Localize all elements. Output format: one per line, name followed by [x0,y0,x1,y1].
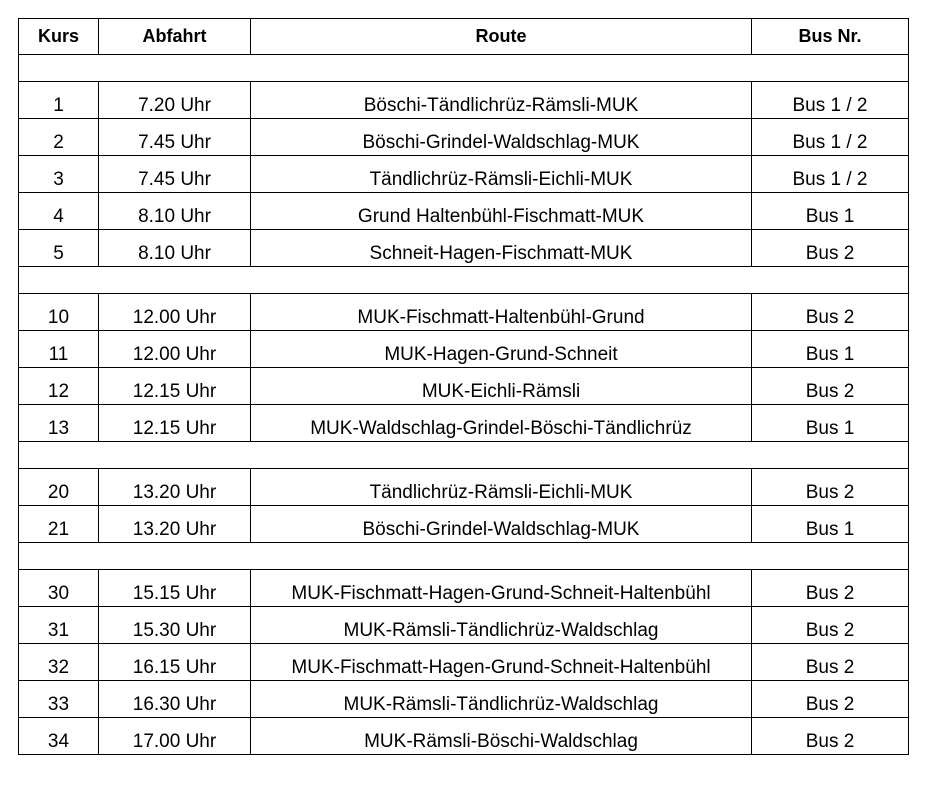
cell-abfahrt: 12.15 Uhr [99,368,251,405]
cell-bus: Bus 2 [752,570,909,607]
table-row [19,294,909,331]
cell-bus: Bus 2 [752,294,909,331]
cell-route: Grund Haltenbühl-Fischmatt-MUK [251,193,752,230]
cell-kurs: 1 [19,82,99,119]
header-route: Route [251,19,752,55]
cell-kurs: 11 [19,331,99,368]
cell-route: MUK-Waldschlag-Grindel-Böschi-Tändlichrüz [251,405,752,442]
cell-abfahrt: 16.30 Uhr [99,681,251,718]
cell-route: MUK-Fischmatt-Hagen-Grund-Schneit-Haltenbühl [251,644,752,681]
cell-kurs: 33 [19,681,99,718]
cell-route: Tändlichrüz-Rämsli-Eichli-MUK [251,469,752,506]
cell-abfahrt: 15.15 Uhr [99,570,251,607]
header-bus: Bus Nr. [752,19,909,55]
cell-bus: Bus 2 [752,681,909,718]
cell-kurs: 32 [19,644,99,681]
cell-abfahrt: 7.45 Uhr [99,156,251,193]
table-row [19,718,909,755]
group-separator-cell [19,543,909,570]
group-separator-row [19,55,909,82]
cell-bus: Bus 2 [752,644,909,681]
cell-bus: Bus 2 [752,469,909,506]
cell-kurs: 12 [19,368,99,405]
cell-route: MUK-Rämsli-Tändlichrüz-Waldschlag [251,607,752,644]
table-row [19,193,909,230]
table-row [19,368,909,405]
header-kurs: Kurs [19,19,99,55]
cell-abfahrt: 13.20 Uhr [99,469,251,506]
schedule-body [19,55,909,755]
cell-kurs: 13 [19,405,99,442]
table-row [19,82,909,119]
cell-route: MUK-Eichli-Rämsli [251,368,752,405]
cell-bus: Bus 1 [752,405,909,442]
cell-kurs: 10 [19,294,99,331]
cell-route: Böschi-Tändlichrüz-Rämsli-MUK [251,82,752,119]
cell-kurs: 2 [19,119,99,156]
cell-bus: Bus 1 [752,331,909,368]
table-row [19,506,909,543]
cell-bus: Bus 2 [752,368,909,405]
header-abfahrt: Abfahrt [99,19,251,55]
cell-abfahrt: 12.15 Uhr [99,405,251,442]
table-row [19,405,909,442]
group-separator-cell [19,55,909,82]
cell-bus: Bus 1 / 2 [752,82,909,119]
group-separator-cell [19,442,909,469]
cell-route: MUK-Fischmatt-Haltenbühl-Grund [251,294,752,331]
table-row [19,681,909,718]
table-row [19,156,909,193]
cell-bus: Bus 2 [752,230,909,267]
table-row [19,607,909,644]
table-row [19,469,909,506]
cell-route: MUK-Rämsli-Böschi-Waldschlag [251,718,752,755]
cell-route: Schneit-Hagen-Fischmatt-MUK [251,230,752,267]
cell-kurs: 3 [19,156,99,193]
cell-kurs: 34 [19,718,99,755]
cell-route: MUK-Hagen-Grund-Schneit [251,331,752,368]
table-row [19,331,909,368]
group-separator-row [19,267,909,294]
cell-abfahrt: 15.30 Uhr [99,607,251,644]
bus-schedule-table [18,18,909,755]
cell-abfahrt: 13.20 Uhr [99,506,251,543]
cell-abfahrt: 17.00 Uhr [99,718,251,755]
table-row [19,644,909,681]
cell-bus: Bus 1 [752,506,909,543]
cell-kurs: 21 [19,506,99,543]
cell-bus: Bus 2 [752,718,909,755]
cell-bus: Bus 1 / 2 [752,156,909,193]
cell-abfahrt: 12.00 Uhr [99,294,251,331]
cell-route: MUK-Rämsli-Tändlichrüz-Waldschlag [251,681,752,718]
cell-abfahrt: 8.10 Uhr [99,193,251,230]
schedule-container [18,18,909,755]
table-row [19,230,909,267]
table-row [19,570,909,607]
cell-route: Böschi-Grindel-Waldschlag-MUK [251,119,752,156]
group-separator-cell [19,267,909,294]
cell-abfahrt: 8.10 Uhr [99,230,251,267]
cell-bus: Bus 1 / 2 [752,119,909,156]
cell-bus: Bus 1 [752,193,909,230]
group-separator-row [19,442,909,469]
cell-route: Tändlichrüz-Rämsli-Eichli-MUK [251,156,752,193]
cell-kurs: 5 [19,230,99,267]
cell-route: Böschi-Grindel-Waldschlag-MUK [251,506,752,543]
cell-kurs: 4 [19,193,99,230]
cell-abfahrt: 16.15 Uhr [99,644,251,681]
cell-abfahrt: 7.45 Uhr [99,119,251,156]
group-separator-row [19,543,909,570]
header-row [19,19,909,55]
cell-abfahrt: 7.20 Uhr [99,82,251,119]
cell-kurs: 31 [19,607,99,644]
cell-abfahrt: 12.00 Uhr [99,331,251,368]
cell-kurs: 30 [19,570,99,607]
cell-route: MUK-Fischmatt-Hagen-Grund-Schneit-Haltenbühl [251,570,752,607]
cell-kurs: 20 [19,469,99,506]
table-row [19,119,909,156]
cell-bus: Bus 2 [752,607,909,644]
